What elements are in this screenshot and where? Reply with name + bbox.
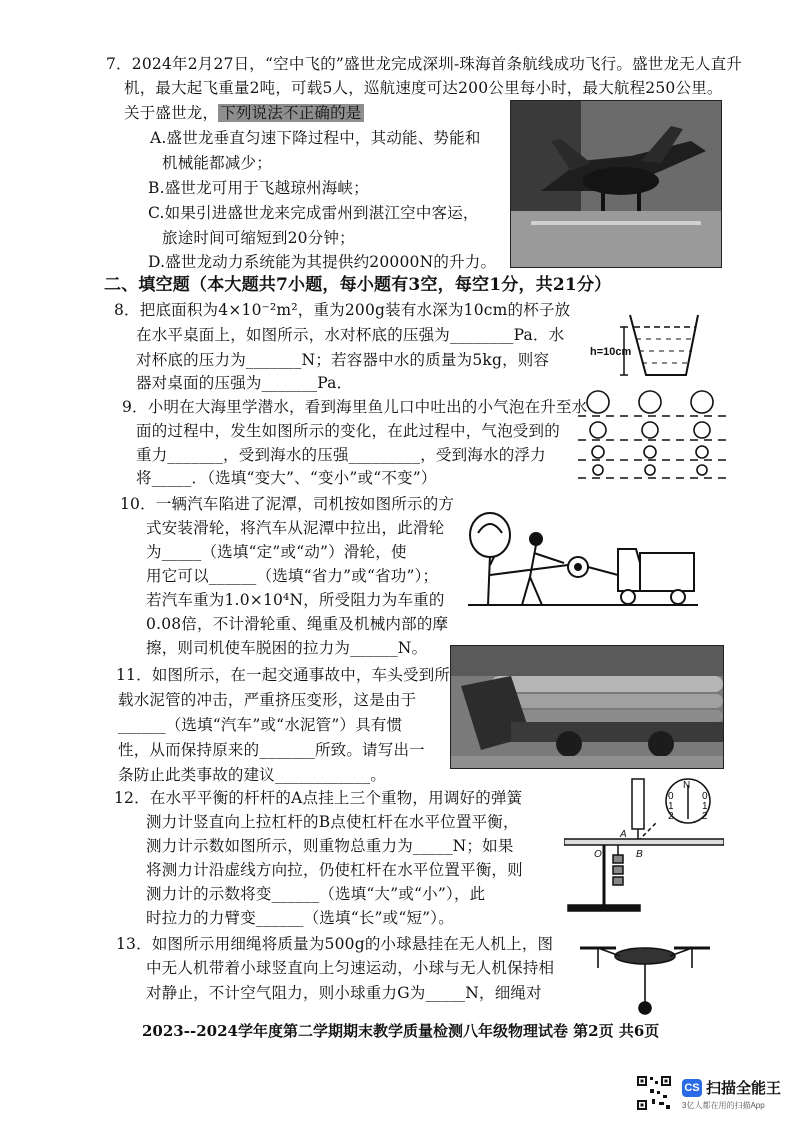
q8-depth-label: h=10cm bbox=[590, 346, 632, 358]
q11-line-3: ______（选填“汽车”或“水泥管”）具有惯 bbox=[118, 716, 403, 734]
q7-option-a-cont: 机械能都减少； bbox=[162, 154, 272, 172]
section-2-title: 二、填空题（本大题共7小题，每小题有3空，每空1分，共21分） bbox=[104, 275, 612, 295]
q10-line-7: 擦，则司机使车脱困的拉力为______N。 bbox=[146, 639, 428, 657]
q11-line-5: 条防止此类事故的建议____________。 bbox=[118, 766, 387, 784]
q13-line-3: 对静止，不计空气阻力，则小球重力G为_____N，细绳对 bbox=[146, 984, 542, 1002]
q10-line-1: 10．一辆汽车陷进了泥潭，司机按如图所示的方 bbox=[120, 495, 455, 513]
q7-option-d: D.盛世龙动力系统能为其提供约20000N的升力。 bbox=[148, 253, 497, 271]
q13-line-2: 中无人机带着小球竖直向上匀速运动，小球与无人机保持相 bbox=[146, 959, 555, 977]
q12-line-4: 将测力计沿虚线方向拉，仍使杠杆在水平位置平衡，则 bbox=[146, 861, 523, 879]
q12-lever-figure bbox=[564, 775, 724, 925]
q10-line-4: 用它可以______（选填“省力”或“省功”）； bbox=[146, 567, 439, 585]
q7-prompt bbox=[124, 103, 364, 123]
q10-pulley-figure bbox=[468, 505, 698, 615]
q8-cup-figure bbox=[590, 305, 700, 385]
drone-silhouette-icon bbox=[511, 101, 721, 267]
q12-scale-right-1: 1 bbox=[702, 801, 708, 812]
q12-unit-label: N bbox=[683, 780, 691, 791]
q10-line-2: 式安装滑轮，将汽车从泥潭中拉出，此滑轮 bbox=[146, 519, 445, 537]
q13-drone-figure bbox=[580, 938, 710, 1018]
q11-line-4: 性，从而保持原来的_______所致。请写出一 bbox=[118, 741, 425, 759]
q12-point-o-label: O bbox=[594, 849, 602, 860]
qr-code-icon bbox=[636, 1075, 672, 1111]
q7-drone-photo bbox=[510, 100, 722, 268]
q9-line-4: 将_____．（选填“变大”、“变小”或“不变”） bbox=[136, 469, 437, 487]
q7-option-c-cont: 旅途时间可缩短到20分钟； bbox=[162, 229, 355, 247]
q9-line-2: 面的过程中，发生如图所示的变化，在此过程中，气泡受到的 bbox=[136, 422, 560, 440]
q7-option-b: B.盛世龙可用于飞越琼州海峡； bbox=[148, 179, 369, 197]
q12-scale-right-2: 2 bbox=[702, 811, 708, 822]
q11-accident-photo bbox=[450, 645, 724, 769]
q11-line-1: 11．如图所示，在一起交通事故中，车头受到所 bbox=[116, 666, 451, 684]
scanner-app-name: 扫描全能王 bbox=[706, 1080, 782, 1097]
q12-scale-left-2: 2 bbox=[668, 811, 674, 822]
q8-line-1: 8．把底面积为4×10⁻²m²，重为200g装有水深为10cm的杯子放 bbox=[114, 301, 571, 319]
q7-prompt-prefix: 关于盛世龙， bbox=[124, 104, 219, 122]
q10-line-3: 为_____（选填“定”或“动”）滑轮，使 bbox=[146, 543, 407, 561]
q12-point-b-label: B bbox=[636, 849, 643, 860]
q12-scale-left-1: 1 bbox=[668, 801, 674, 812]
page-footer: 2023--2024学年度第二学期期末教学质量检测八年级物理试卷 第2页 共6页 bbox=[142, 1022, 660, 1040]
q8-line-4: 器对桌面的压强为_______Pa． bbox=[136, 374, 353, 392]
q8-line-2: 在水平桌面上，如图所示，水对杯底的压强为________Pa．水 bbox=[136, 326, 565, 344]
q11-line-2: 载水泥管的冲击，严重挤压变形，这是由于 bbox=[118, 691, 417, 709]
camscanner-logo-icon: CS bbox=[682, 1079, 702, 1097]
q7-line-2: 机，最大起飞重量2吨，可载5人，巡航速度可达200公里每小时，最大航程250公里。 bbox=[124, 79, 723, 97]
q9-bubbles-figure bbox=[578, 388, 728, 484]
q12-line-5: 测力计的示数将变______（选填“大”或“小”），此 bbox=[146, 885, 486, 903]
q10-line-6: 0.08倍，不计滑轮重、绳重及机械内部的摩 bbox=[146, 615, 449, 633]
q12-scale-right-0: 0 bbox=[702, 791, 708, 802]
q13-line-1: 13．如图所示用细绳将质量为500g的小球悬挂在无人机上，图 bbox=[116, 935, 554, 953]
scanner-app-slogan: 3亿人都在用的扫描App bbox=[682, 1101, 765, 1110]
q8-line-3: 对杯底的压力为_______N；若容器中水的质量为5kg，则容 bbox=[136, 351, 550, 369]
q7-option-c: C.如果引进盛世龙来完成雷州到湛江空中客运， bbox=[148, 204, 479, 222]
q12-scale-left-0: 0 bbox=[668, 791, 674, 802]
q12-line-3: 测力计示数如图所示，则重物总重力为_____N；如果 bbox=[146, 837, 514, 855]
q9-line-3: 重力_______，受到海水的压强_________，受到海水的浮力 bbox=[136, 446, 546, 464]
q7-line-1: 7．2024年2月27日，“空中飞的”盛世龙完成深圳-珠海首条航线成功飞行。盛世龙无人直升 bbox=[106, 55, 742, 73]
q7-option-a: A.盛世龙垂直匀速下降过程中，其动能、势能和 bbox=[150, 129, 481, 147]
q7-prompt-highlight: 下列说法不正确的是 bbox=[220, 104, 362, 122]
q10-line-5: 若汽车重为1.0×10⁴N，所受阻力为车重的 bbox=[146, 591, 445, 609]
q12-point-a-label: A bbox=[620, 829, 627, 840]
truck-accident-icon bbox=[451, 646, 723, 768]
q12-line-1: 12．在水平平衡的杆杆的A点挂上三个重物，用调好的弹簧 bbox=[114, 789, 523, 807]
q12-line-6: 时拉力的力臂变______（选填“长”或“短”）。 bbox=[146, 909, 454, 927]
q12-line-2: 测力计竖直向上拉杠杆的B点使杠杆在水平位置平衡， bbox=[146, 813, 519, 831]
q9-line-1: 9．小明在大海里学潜水，看到海里鱼儿口中吐出的小气泡在升至水 bbox=[122, 398, 588, 416]
